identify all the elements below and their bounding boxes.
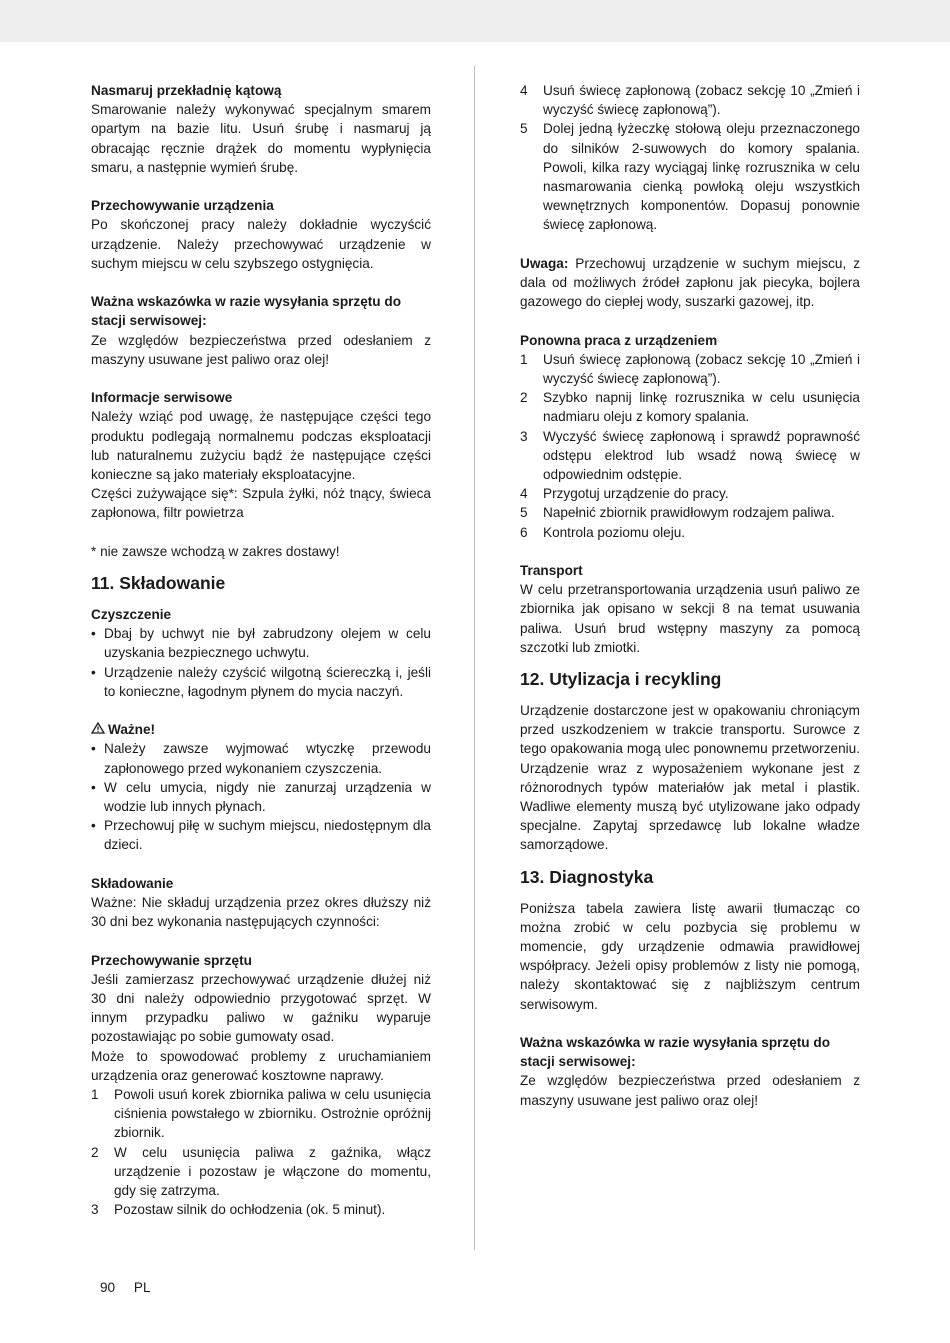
note-paragraph: [520, 254, 860, 312]
list-item: [91, 1143, 431, 1201]
paragraph: Ze względów bezpieczeństwa przed odesłaniem z maszyny usuwane jest paliwo oraz olej!: [520, 1073, 860, 1108]
list-text: Kontrola poziomu oleju.: [543, 524, 686, 540]
list-item: • Urządzenie należy czyścić wilgotną ściereczką i, jeśli to konieczne, łagodnym płynem do mycia naczyń.: [91, 663, 431, 701]
list-text: Dolej jedną łyżeczkę stołową oleju przeznaczonego do silników 2-suwowych do komory spalania. Powoli, kilka razy wyciągaj linkę rozrusznika w celu nasmarowania cienką powłoką oleju wszystkich wewnętrznych komponentów. Dopasuj ponownie świecę zapłonową.: [543, 121, 860, 233]
column-divider: [474, 66, 475, 1250]
list-text: Napełnić zbiornik prawidłowym rodzajem paliwa.: [543, 505, 835, 521]
paragraph: Należy wziąć pod uwagę, że następujące części tego produktu podlegają normalnemu podczas eksploatacji lub naturalnemu zużyciu bądź że następujące części konieczne są jako materiały eksploatacyjne.: [91, 409, 431, 483]
numbered-list: [520, 81, 860, 235]
warning-label: Ważne!: [108, 722, 156, 738]
list-text: W celu usunięcia paliwa z gaźnika, włącz urządzenie i pozostaw je włączone do momentu, gdy się zatrzyma.: [114, 1144, 431, 1199]
page-footer: [100, 1278, 166, 1297]
numbered-list: [91, 1085, 431, 1219]
page-number: 90: [100, 1280, 116, 1295]
list-text: Usuń świecę zapłonową (zobacz sekcję 10 „Zmień i wyczyść świecę zapłonową”).: [543, 351, 860, 387]
note-text: Przechowuj urządzenie w suchym miejscu, z dala od możliwych źródeł zapłonu jak piecyka, bojlera gazowego do ciepłej wody, suszarki gazowej, itp.: [520, 255, 860, 310]
section-heading: Transport: [520, 563, 583, 579]
list-item: [520, 81, 860, 119]
list-item: • Dbaj by uchwyt nie był zabrudzony olejem w celu uzyskania bezpiecznego uchwytu.: [91, 624, 431, 662]
list-number: 1: [520, 351, 528, 367]
paragraph: Jeśli zamierzasz przechowywać urządzenie dłużej niż 30 dni należy odpowiednio przygotować sprzęt. W innym przypadku paliwo w gaźniku wyparuje pozostawiając po sobie gumowaty osad.: [91, 971, 431, 1045]
list-number: 5: [520, 121, 528, 137]
paragraph: Ze względów bezpieczeństwa przed odesłaniem z maszyny usuwane jest paliwo oraz olej!: [91, 332, 431, 367]
bullet-list: [91, 624, 431, 701]
section-heading: Ponowna praca z urządzeniem: [520, 332, 718, 348]
section-heading: Składowanie: [91, 875, 174, 891]
list-text: Usuń świecę zapłonową (zobacz sekcję 10 „Zmień i wyczyść świecę zapłonową”).: [543, 83, 860, 118]
list-item: [520, 119, 860, 234]
list-number: 3: [91, 1202, 99, 1218]
list-text: Przygotuj urządzenie do pracy.: [543, 486, 729, 502]
list-item: [520, 388, 860, 426]
list-item: [520, 523, 860, 542]
list-number: 2: [520, 390, 528, 406]
paragraph: Może to spowodować problemy z uruchamianiem urządzenia oraz generować kosztowne naprawy.: [91, 1048, 431, 1083]
list-number: 1: [91, 1087, 99, 1103]
section-heading: Czyszczenie: [91, 607, 172, 623]
list-number: 4: [520, 486, 528, 502]
list-item: [520, 427, 860, 485]
list-number: 2: [91, 1144, 99, 1160]
right-column: [520, 81, 860, 1110]
list-number: 4: [520, 83, 528, 98]
paragraph: Smarowanie należy wykonywać specjalnym smarem opartym na bazie litu. Usuń śrubę i nasmaruj ją obracając ręcznie drążek do momentu wypłynięcia smaru, a następnie wymień śrubę.: [91, 102, 431, 175]
section-heading: Nasmaruj przekładnię kątową: [91, 83, 282, 98]
section-heading: Informacje serwisowe: [91, 390, 233, 406]
paragraph: W celu przetransportowania urządzenia usuń paliwo ze zbiornika jak opisano w sekcji 8 na temat usuwania paliwa. Usuń brud wstępny maszyny za pomocą szczotki lub zmiotki.: [520, 582, 860, 655]
bullet-list: [91, 739, 431, 854]
section-heading: Przechowywanie sprzętu: [91, 952, 252, 968]
numbered-list: [520, 350, 860, 542]
paragraph: Ważne: Nie składuj urządzenia przez okres dłuższy niż 30 dni bez wykonania następujących czynności:: [91, 895, 431, 930]
warning-triangle-icon: [91, 720, 105, 739]
list-item: [520, 350, 860, 388]
section-heading: Ważna wskazówka w razie wysyłania sprzętu do stacji serwisowej:: [520, 1035, 830, 1070]
list-item: • Należy zawsze wyjmować wtyczkę przewodu zapłonowego przed wykonaniem czyszczenia.: [91, 739, 431, 777]
chapter-title: 12. Utylizacja i recykling: [520, 669, 722, 690]
list-item: • Przechowuj piłę w suchym miejscu, niedostępnym dla dzieci.: [91, 816, 431, 854]
warning-heading: [91, 720, 431, 739]
language-code: PL: [133, 1280, 151, 1295]
list-text: Powoli usuń korek zbiornika paliwa w celu usunięcia ciśnienia powstałego w zbiorniku. Ostrożnie opróżnij zbiornik.: [114, 1087, 431, 1141]
note-label: Uwaga:: [520, 255, 569, 271]
chapter-title: 11. Składowanie: [91, 573, 226, 594]
top-bar: [0, 0, 950, 42]
paragraph: Części zużywające się*: Szpula żyłki, nóż tnący, świeca zapłonowa, filtr powietrza: [91, 486, 431, 521]
footnote: * nie zawsze wchodzą w zakres dostawy!: [91, 543, 340, 559]
list-text: Wyczyść świecę zapłonową i sprawdź poprawność odstępu elektrod lub wsadź nową świecę w odpowiednim odstępie.: [543, 428, 860, 483]
chapter-title: 13. Diagnostyka: [520, 866, 654, 887]
list-item: [91, 1085, 431, 1143]
list-number: 6: [520, 524, 528, 540]
list-item: [91, 1200, 431, 1219]
list-text: Szybko napnij linkę rozrusznika w celu usunięcia nadmiaru oleju z komory spalania.: [543, 390, 860, 425]
list-text: Pozostaw silnik do ochłodzenia (ok. 5 minut).: [114, 1202, 386, 1218]
paragraph: Urządzenie dostarczone jest w opakowaniu chroniącym przed uszkodzeniem w trakcie transportu. Surowce z tego opakowania mogą ulec ponownemu przetworzeniu. Urządzenie wraz z wyposażeniem wykonane jest z różnorodnych typów materiałów jak metal i plastik. Wadliwe elementy muszą być utylizowane jako odpady specjalne. Zapytaj sprzedawcę lub lokalne władze samorządowe.: [520, 703, 860, 853]
list-item: [520, 503, 860, 522]
left-column: [91, 81, 431, 1219]
section-heading: Ważna wskazówka w razie wysyłania sprzętu do stacji serwisowej:: [91, 294, 401, 329]
list-item: [520, 484, 860, 503]
list-number: 5: [520, 505, 528, 521]
list-number: 3: [520, 428, 528, 444]
list-item: • W celu umycia, nigdy nie zanurzaj urządzenia w wodzie lub innych płynach.: [91, 778, 431, 816]
paragraph: Po skończonej pracy należy dokładnie wyczyścić urządzenie. Należy przechowywać urządzenie w suchym miejscu w celu szybszego ostygnięcia.: [91, 217, 431, 271]
paragraph: Poniższa tabela zawiera listę awarii tłumacząc co można zrobić w celu pozbycia się problemu w momencie, gdy urządzenie odmawia prawidłowej współpracy. Jeżeli opisy problemów z listy nie pomogą, należy skontaktować się z najbliższym centrum serwisowym.: [520, 900, 860, 1012]
section-heading: Przechowywanie urządzenia: [91, 198, 274, 214]
